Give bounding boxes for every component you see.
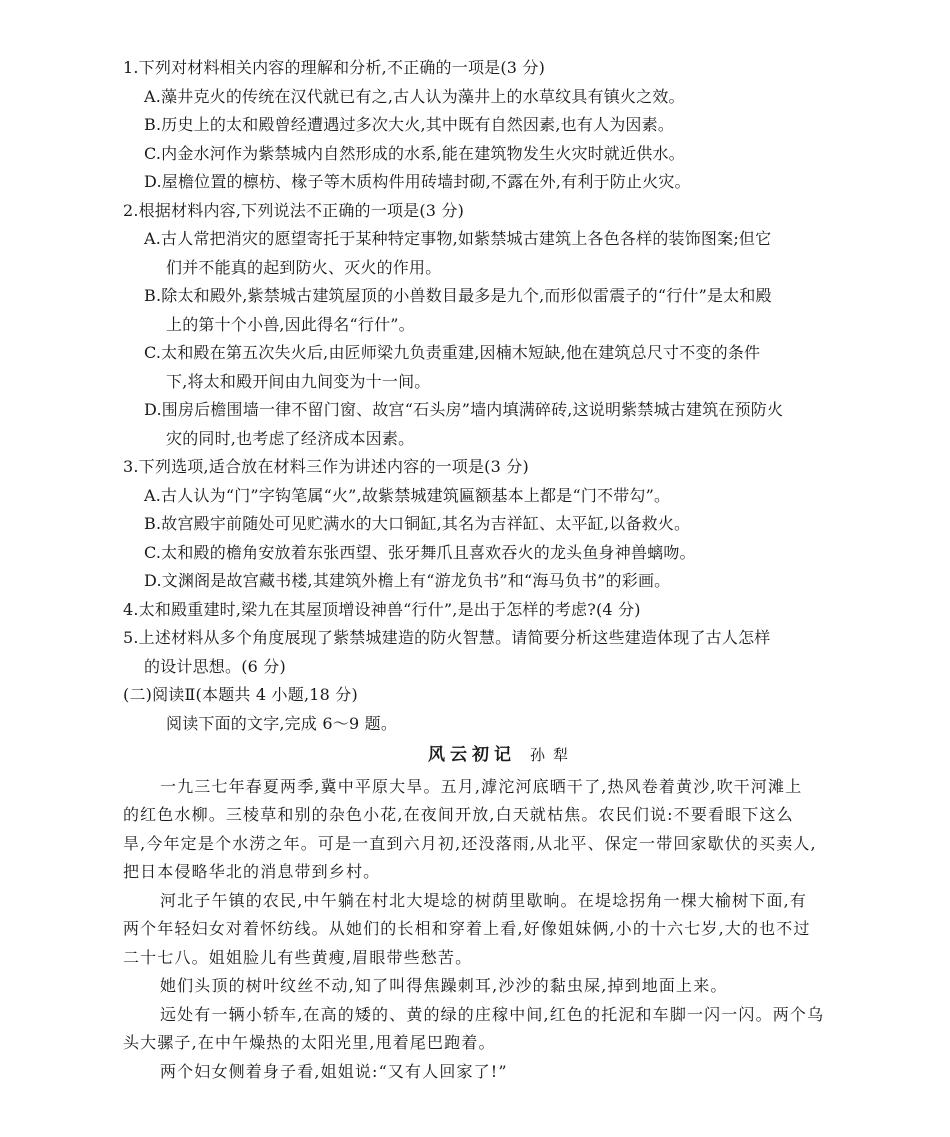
- question-2-option-a-cont: 们并不能真的起到防火、灭火的作用。: [166, 258, 442, 277]
- story-para-5-line-1: 两个妇女侧着身子看,姐姐说:“又有人回家了!”: [160, 1062, 508, 1081]
- question-5-cont: 的设计思想。(6 分): [144, 657, 286, 676]
- question-3-option-b: B.故宫殿宇前随处可见贮满水的大口铜缸,其名为吉祥缸、太平缸,以备救火。: [144, 514, 691, 533]
- question-3-option-d: D.文渊阁是故宫藏书楼,其建筑外檐上有“游龙负书”和“海马负书”的彩画。: [144, 571, 671, 590]
- question-2-option-b: B.除太和殿外,紫禁城古建筑屋顶的小兽数目最多是九个,而形似雷震子的“行什”是太和殿: [144, 286, 772, 305]
- story-para-1-line-4: 把日本侵略华北的消息带到乡村。: [123, 862, 381, 881]
- question-5: 5.上述材料从多个角度展现了紫禁城建造的防火智慧。请简要分析这些建造体现了古人怎样: [123, 628, 771, 647]
- question-3-stem: 3.下列选项,适合放在材料三作为讲述内容的一项是(3 分): [123, 457, 529, 476]
- section-heading: (二)阅读Ⅱ(本题共 4 小题,18 分): [123, 685, 358, 704]
- story-para-4-line-1: 远处有一辆小轿车,在高的矮的、黄的绿的庄稼中间,红色的托泥和车脚一闪一闪。两个乌: [160, 1005, 825, 1024]
- story-para-2-line-2: 两个年轻妇女对着怀纺线。从她们的长相和穿着上看,好像姐妹俩,小的十六七岁,大的也不过: [123, 919, 811, 938]
- story-para-3-line-1: 她们头顶的树叶纹丝不动,知了叫得焦躁刺耳,沙沙的黏虫屎,掉到地面上来。: [160, 976, 728, 995]
- story-title: 风云初记: [428, 745, 516, 765]
- story-para-2-line-1: 河北子午镇的农民,中午躺在村北大堤埝的树荫里歇晌。在堤埝拐角一棵大榆树下面,有: [160, 891, 808, 910]
- question-1-option-b: B.历史上的太和殿曾经遭遇过多次大火,其中既有自然因素,也有人为因素。: [144, 115, 675, 134]
- question-2-option-c: C.太和殿在第五次失火后,由匠师梁九负责重建,因楠木短缺,他在建筑总尺寸不变的条件: [144, 343, 761, 362]
- reading-instruction: 阅读下面的文字,完成 6～9 题。: [166, 714, 398, 733]
- story-title-line: [428, 744, 576, 766]
- question-1-stem: 1.下列对材料相关内容的理解和分析,不正确的一项是(3 分): [123, 58, 546, 77]
- story-para-4-line-2: 头大骡子,在中午燥热的太阳光里,甩着尾巴跑着。: [123, 1033, 496, 1052]
- story-para-1-line-1: 一九三七年春夏两季,冀中平原大旱。五月,滹沱河底晒干了,热风卷着黄沙,吹干河滩上: [160, 777, 803, 796]
- question-2-stem: 2.根据材料内容,下列说法不正确的一项是(3 分): [123, 201, 465, 220]
- story-para-1-line-3: 旱,今年定是个水涝之年。可是一直到六月初,还没落雨,从北平、保定一带回家歇伏的买卖人,: [123, 834, 817, 853]
- question-2-option-c-cont: 下,将太和殿开间由九间变为十一间。: [166, 372, 431, 391]
- story-para-1-line-2: 的红色水柳。三棱草和别的杂色小花,在夜间开放,白天就枯焦。农民们说:不要看眼下这么: [123, 805, 794, 824]
- question-2-option-d: D.围房后檐围墙一律不留门窗、故宫“石头房”墙内填满碎砖,这说明紫禁城古建筑在预防火: [144, 400, 784, 419]
- question-1-option-d: D.屋檐位置的檩枋、椽子等木质构件用砖墙封砌,不露在外,有利于防止火灾。: [144, 172, 691, 191]
- story-para-2-line-3: 二十七八。姐姐脸儿有些黄瘦,眉眼带些愁苦。: [123, 948, 473, 967]
- story-author: 孙犁: [530, 746, 577, 764]
- question-1-option-c: C.内金水河作为紫禁城内自然形成的水系,能在建筑物发生火灾时就近供水。: [144, 144, 685, 163]
- question-2-option-a: A.古人常把消灾的愿望寄托于某种特定事物,如紫禁城古建筑上各色各样的装饰图案;但它: [144, 229, 772, 248]
- question-2-option-d-cont: 灾的同时,也考虑了经济成本因素。: [166, 429, 415, 448]
- question-4: 4.太和殿重建时,梁九在其屋顶增设神兽“行什”,是出于怎样的考虑?(4 分): [123, 600, 641, 619]
- question-2-option-b-cont: 上的第十个小兽,因此得名“行什”。: [166, 315, 415, 334]
- question-1-option-a: A.藻井克火的传统在汉代就已有之,古人认为藻井上的水草纹具有镇火之效。: [144, 87, 685, 106]
- question-3-option-c: C.太和殿的檐角安放着东张西望、张牙舞爪且喜欢吞火的龙头鱼身神兽螭吻。: [144, 543, 696, 562]
- question-3-option-a: A.古人认为“门”字钩笔属“火”,故紫禁城建筑匾额基本上都是“门不带勾”。: [144, 486, 671, 505]
